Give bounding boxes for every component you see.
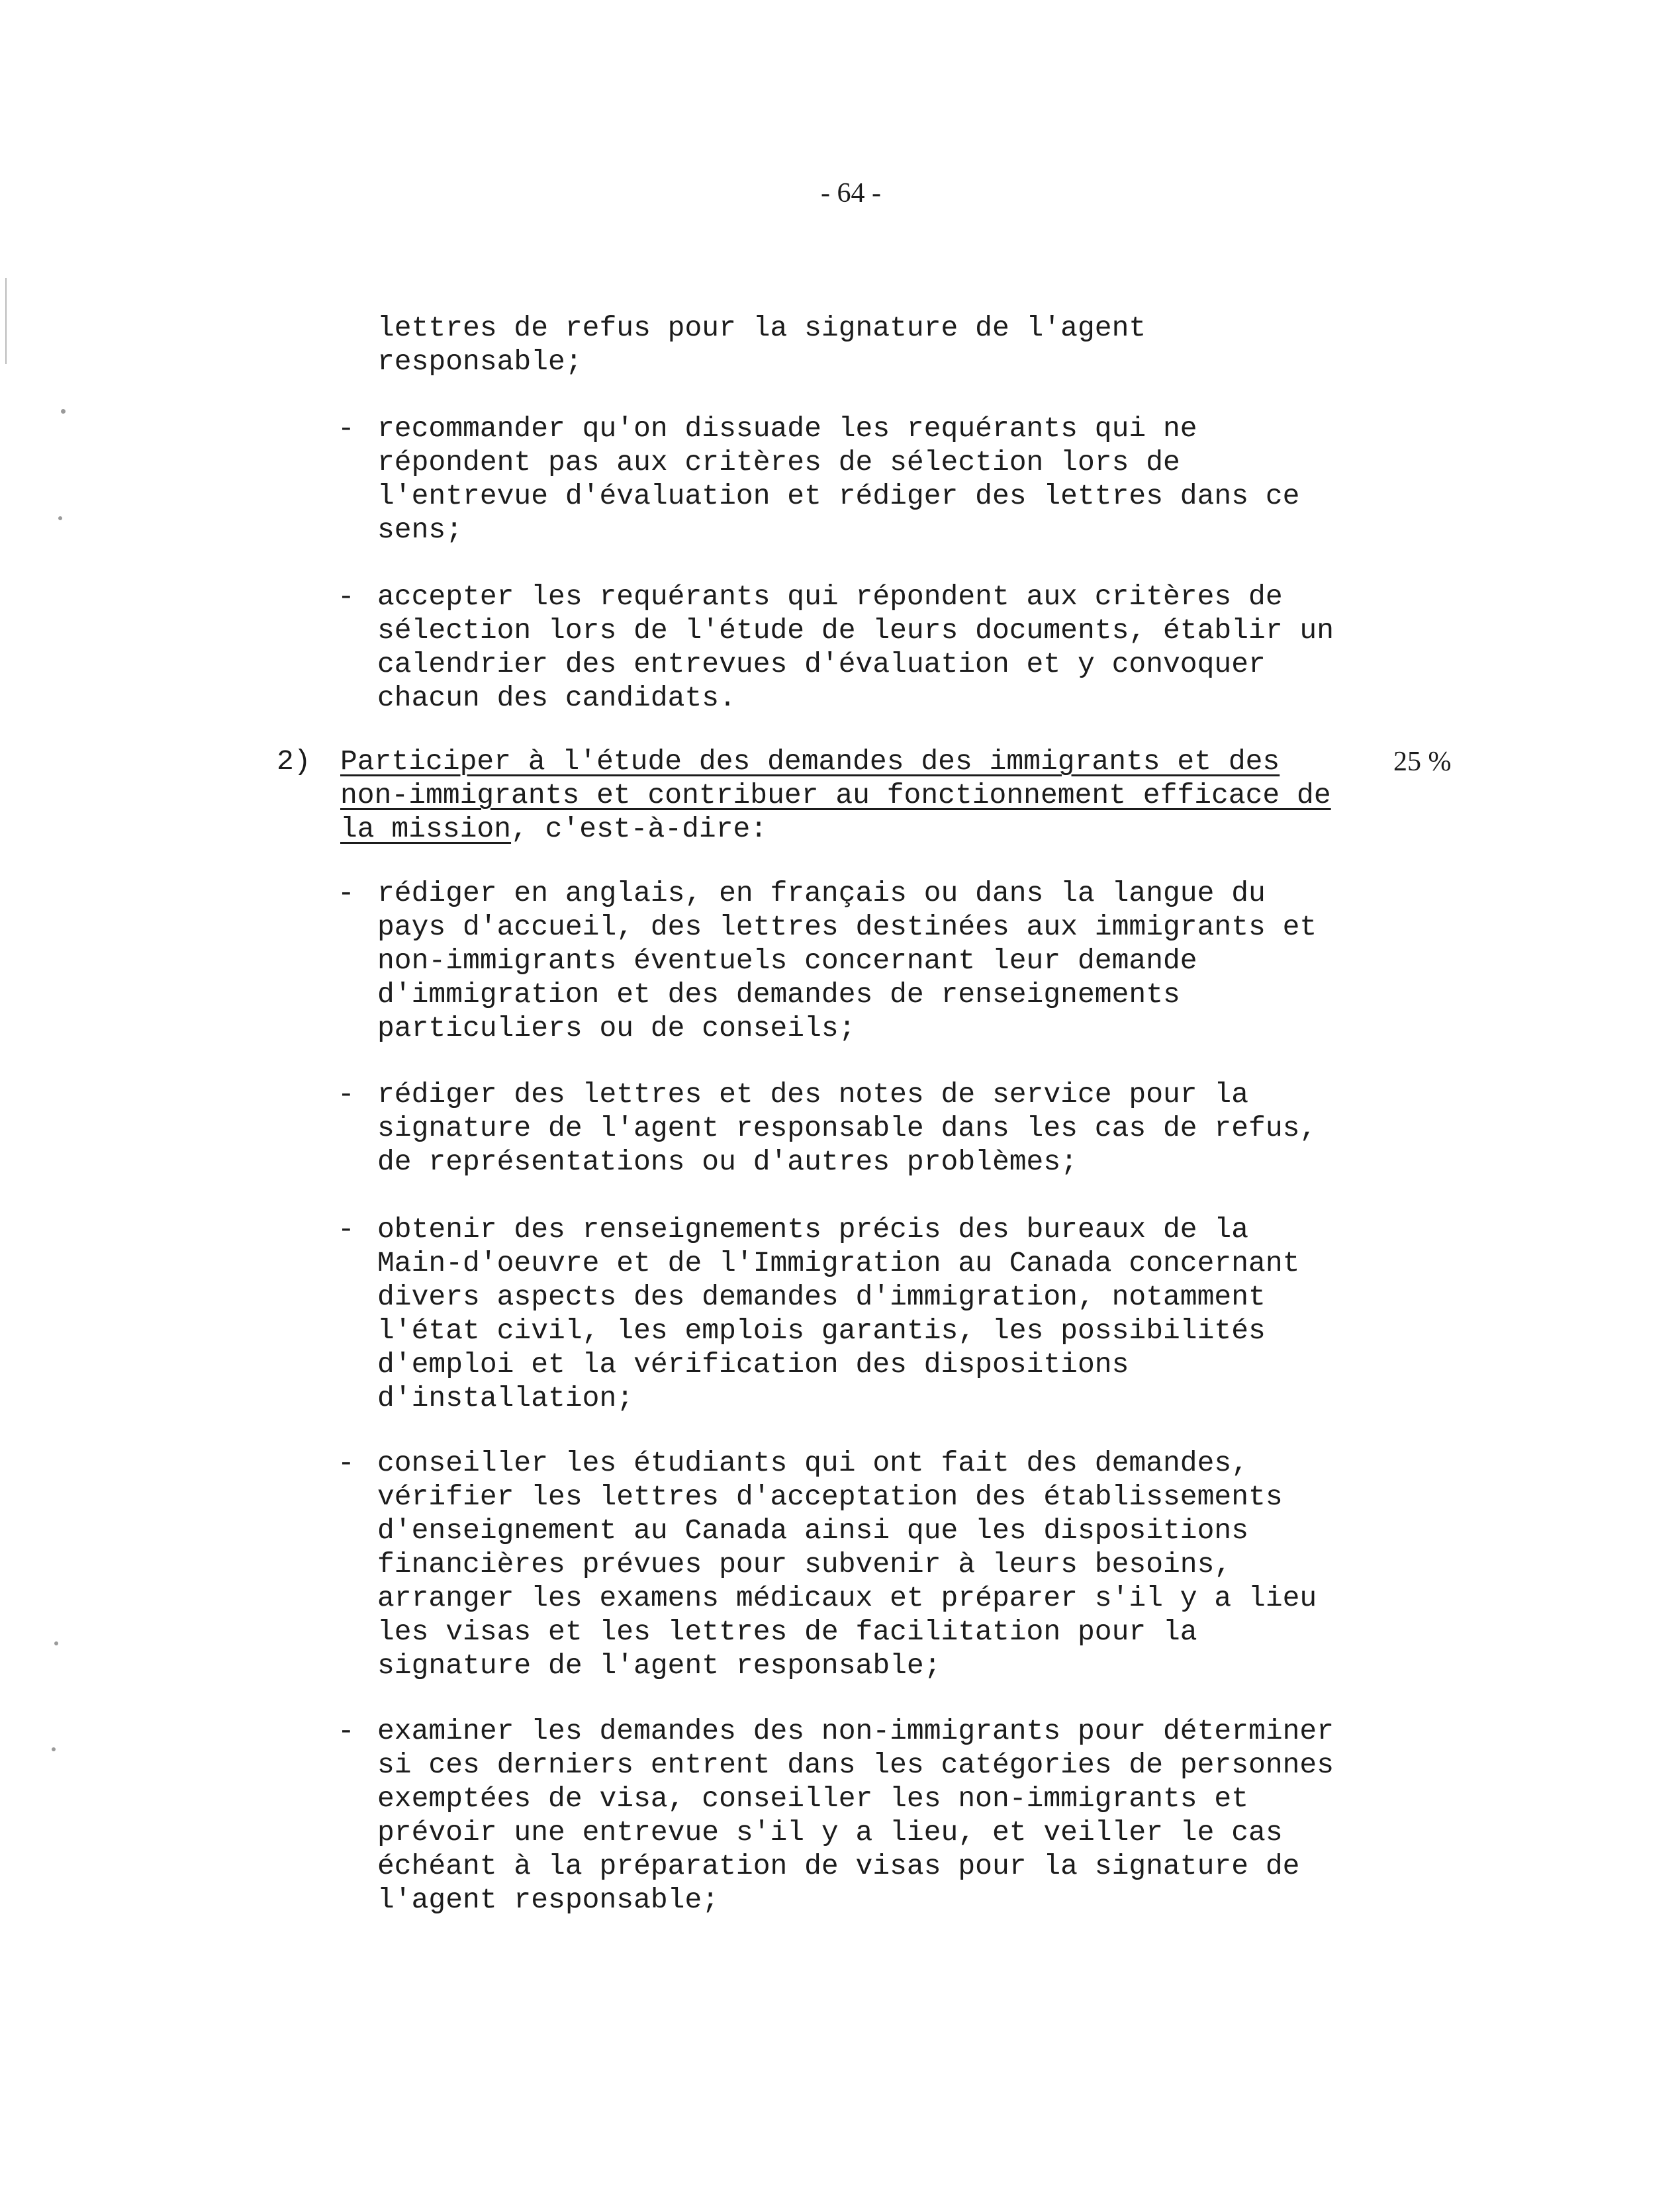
bullet-line: répondent pas aux critères de sélection lors de bbox=[377, 446, 1180, 479]
bullet-line: signature de l'agent responsable dans les cas de refus, bbox=[377, 1112, 1317, 1144]
continuation-line: responsable; bbox=[377, 345, 583, 378]
bullet-line: calendrier des entrevues d'évaluation et y convoquer bbox=[377, 648, 1266, 680]
bullet-line: d'emploi et la vérification des dispositions bbox=[377, 1348, 1129, 1381]
bullet-line: exemptées de visa, conseiller les non-immigrants et bbox=[377, 1782, 1249, 1815]
bullet-line: Main-d'oeuvre et de l'Immigration au Canada concernant bbox=[377, 1247, 1300, 1279]
bullet-line: signature de l'agent responsable; bbox=[377, 1649, 941, 1682]
time-percentage: 25 % bbox=[1393, 747, 1452, 777]
bullet-line: obtenir des renseignements précis des bureaux de la bbox=[377, 1213, 1249, 1246]
scan-speck bbox=[61, 409, 66, 414]
bullet-line: conseiller les étudiants qui ont fait des demandes, bbox=[377, 1447, 1249, 1479]
section-heading-underlined: Participer à l'étude des demandes des immigrants et des bbox=[340, 745, 1280, 778]
bullet-line: financières prévues pour subvenir à leurs besoins, bbox=[377, 1548, 1232, 1581]
bullet-dash: - bbox=[338, 1447, 355, 1479]
bullet-line: recommander qu'on dissuade les requérants qui ne bbox=[377, 412, 1197, 445]
bullet-line: si ces derniers entrent dans les catégories de personnes bbox=[377, 1749, 1334, 1781]
bullet-line: examiner les demandes des non-immigrants pour déterminer bbox=[377, 1715, 1334, 1747]
bullet-line: accepter les requérants qui répondent aux critères de bbox=[377, 580, 1283, 613]
scan-speck bbox=[54, 1641, 58, 1645]
bullet-dash: - bbox=[338, 1715, 355, 1747]
bullet-line: échéant à la préparation de visas pour la signature de bbox=[377, 1850, 1300, 1882]
bullet-line: prévoir une entrevue s'il y a lieu, et veiller le cas bbox=[377, 1816, 1283, 1849]
bullet-line: chacun des candidats. bbox=[377, 682, 736, 714]
section-heading-tail: , c'est-à-dire: bbox=[511, 813, 768, 845]
bullet-line: d'installation; bbox=[377, 1382, 634, 1414]
section-heading-underlined: la mission bbox=[340, 813, 512, 845]
bullet-line: rédiger en anglais, en français ou dans la langue du bbox=[377, 877, 1266, 909]
scan-speck bbox=[58, 516, 62, 520]
bullet-line: arranger les examens médicaux et préparer s'il y a lieu bbox=[377, 1582, 1317, 1614]
bullet-line: rédiger des lettres et des notes de service pour la bbox=[377, 1078, 1249, 1111]
page-number: - 64 - bbox=[821, 178, 881, 208]
bullet-line: d'immigration et des demandes de renseignements bbox=[377, 978, 1180, 1011]
bullet-line: de représentations ou d'autres problèmes; bbox=[377, 1146, 1078, 1178]
bullet-dash: - bbox=[338, 1213, 355, 1246]
section-heading-underlined: non-immigrants et contribuer au fonctionnement efficace de bbox=[340, 779, 1331, 811]
bullet-dash: - bbox=[338, 1078, 355, 1111]
bullet-line: vérifier les lettres d'acceptation des établissements bbox=[377, 1481, 1283, 1513]
bullet-line: sens; bbox=[377, 514, 463, 546]
section-heading-line bbox=[340, 778, 1331, 813]
continuation-line: lettres de refus pour la signature de l'agent bbox=[377, 312, 1146, 344]
section-number: 2) bbox=[277, 745, 311, 778]
scan-speck bbox=[52, 1747, 56, 1751]
scan-edge-mark bbox=[5, 278, 7, 364]
bullet-line: sélection lors de l'étude de leurs documents, établir un bbox=[377, 614, 1334, 647]
bullet-line: l'agent responsable; bbox=[377, 1884, 720, 1916]
bullet-dash: - bbox=[338, 580, 355, 613]
section-heading-line bbox=[340, 745, 1280, 779]
bullet-line: particuliers ou de conseils; bbox=[377, 1012, 856, 1044]
bullet-dash: - bbox=[338, 412, 355, 445]
bullet-line: non-immigrants éventuels concernant leur demande bbox=[377, 944, 1197, 977]
bullet-line: d'enseignement au Canada ainsi que les dispositions bbox=[377, 1514, 1249, 1547]
bullet-line: pays d'accueil, des lettres destinées aux immigrants et bbox=[377, 911, 1317, 943]
bullet-line: l'état civil, les emplois garantis, les possibilités bbox=[377, 1314, 1266, 1347]
bullet-dash: - bbox=[338, 877, 355, 909]
section-heading-line bbox=[340, 812, 767, 847]
bullet-line: les visas et les lettres de facilitation pour la bbox=[377, 1616, 1197, 1648]
bullet-line: divers aspects des demandes d'immigration, notamment bbox=[377, 1281, 1266, 1313]
bullet-line: l'entrevue d'évaluation et rédiger des lettres dans ce bbox=[377, 480, 1300, 512]
